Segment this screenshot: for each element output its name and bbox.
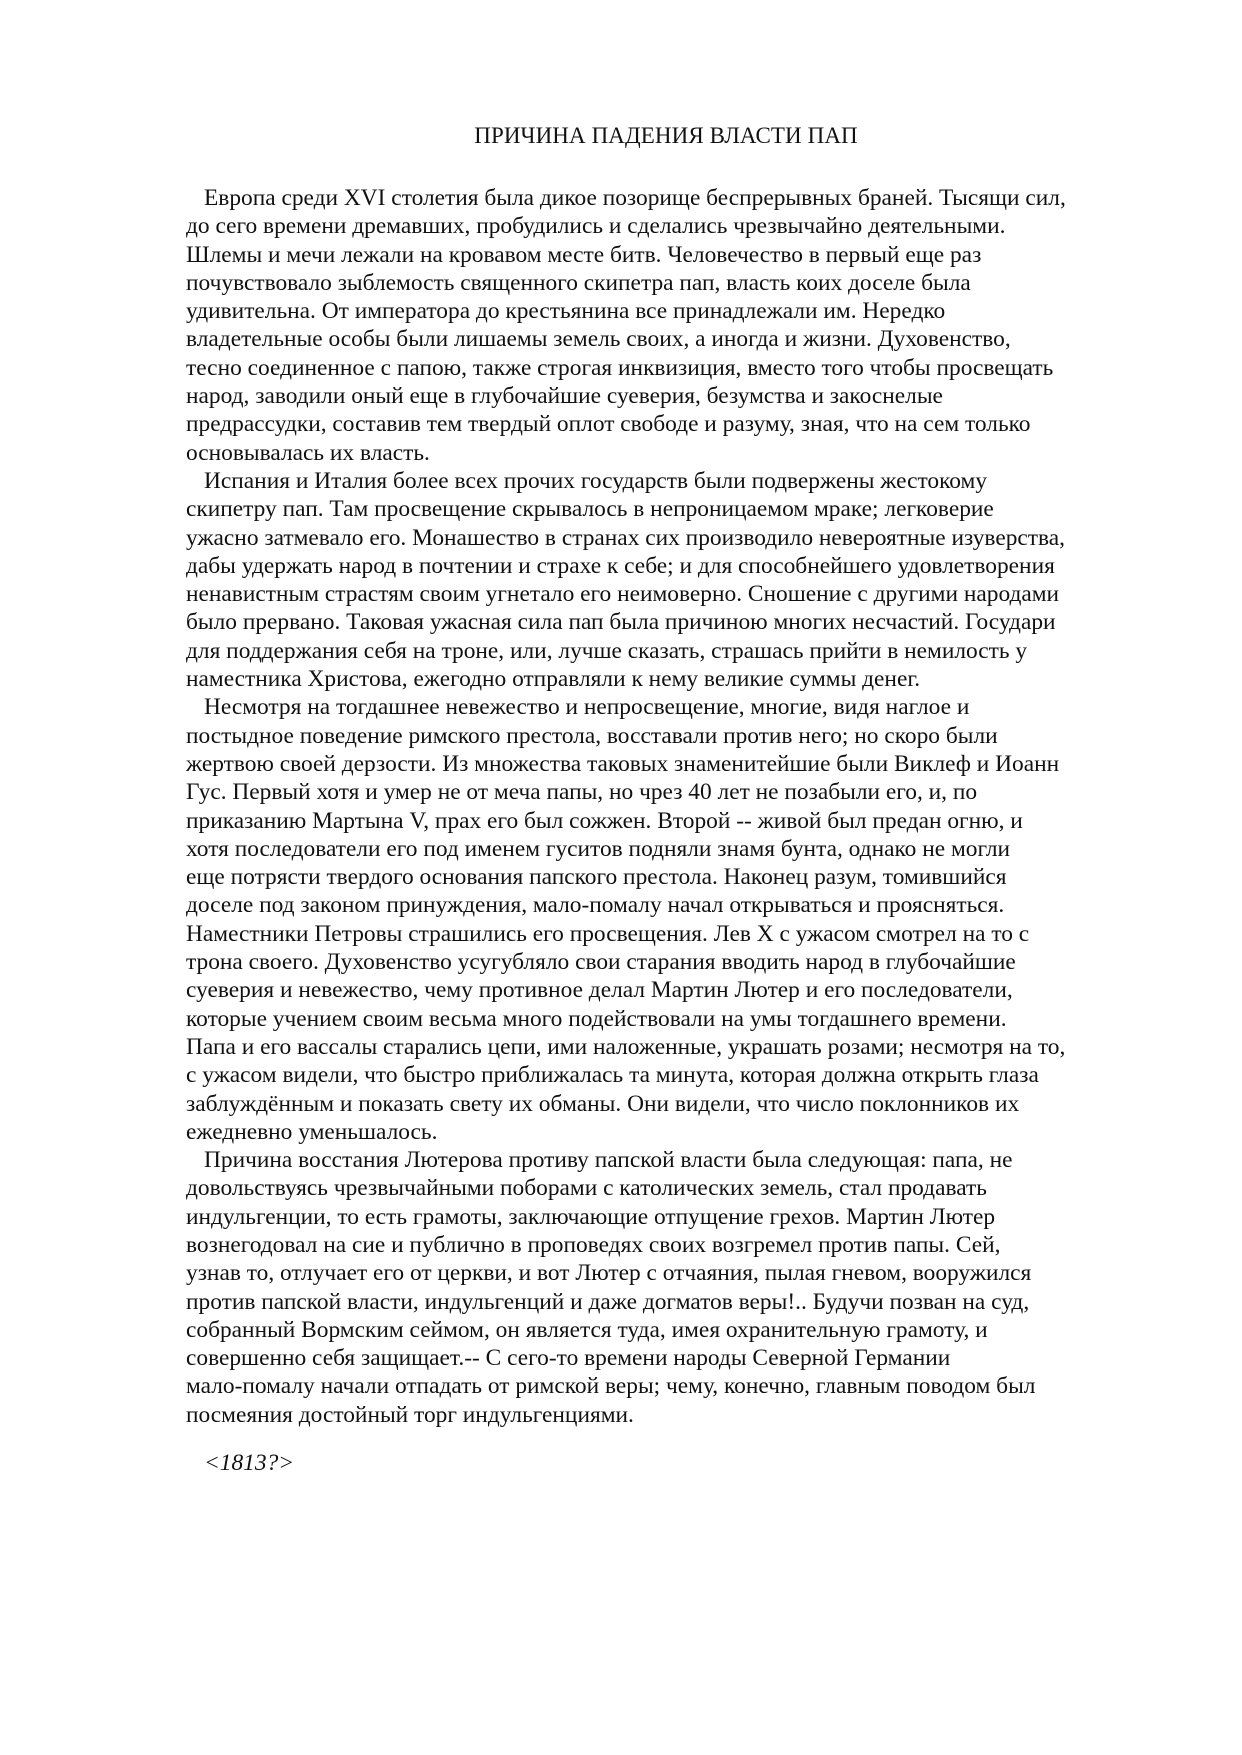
document-date: <1813?> — [204, 1450, 295, 1477]
text-line: владетельные особы были лишаемы земель своих, а иногда и жизни. Духовенство, — [186, 326, 1011, 353]
text-line: жертвою своей дерзости. Из множества таковых знаменитейшие были Виклеф и Иоанн — [186, 750, 1060, 777]
text-line: доселе под законом принуждения, мало-помалу начал открываться и проясняться. — [186, 892, 1005, 919]
text-line: трона своего. Духовенство усугубляло свои старания вводить народ в глубочайшие — [186, 949, 1016, 976]
text-line: предрассудки, составив тем твердый оплот свободе и разуму, зная, что на сем только — [186, 411, 1031, 438]
text-line: которые учением своим весьма много подействовали на умы тогдашнего времени. — [186, 1005, 1007, 1032]
document-body — [186, 184, 1136, 1429]
text-line: основывалась их власть. — [186, 439, 430, 466]
paragraph — [186, 467, 1136, 693]
text-line: было прервано. Таковая ужасная сила пап была причиною многих несчастий. Государи — [186, 609, 1056, 636]
text-line: дабы удержать народ в почтении и страхе к себе; и для способнейшего удовлетворения — [186, 552, 1055, 579]
text-line: индульгенции, то есть грамоты, заключающие отпущение грехов. Мартин Лютер — [186, 1203, 996, 1230]
text-line: Европа среди XVI столетия была дикое позорище беспрерывных браней. Тысящи сил, — [204, 185, 1066, 211]
document-title: ПРИЧИНА ПАДЕНИЯ ВЛАСТИ ПАП — [474, 123, 858, 148]
text-line: с ужасом видели, что быстро приближалась та минута, которая должна открыть глаза — [186, 1062, 1039, 1089]
text-line: против папской власти, индульгенций и даже догматов веры!.. Будучи позван на суд, — [186, 1288, 1030, 1315]
text-line: для поддержания себя на троне, или, лучше сказать, страшась прийти в немилость у — [186, 637, 1028, 664]
text-line: ненавистным страстям своим угнетало его неимоверно. Сношение с другими народами — [186, 581, 1060, 608]
text-line: постыдное поведение римского престола, восставали против него; но скоро были — [186, 722, 998, 749]
text-line: довольствуясь чрезвычайными поборами с католических земель, стал продавать — [186, 1175, 987, 1202]
text-line: совершенно себя защищает.-- С сего-то времени народы Северной Германии — [186, 1345, 951, 1372]
text-line: Испания и Италия более всех прочих государств были подвержены жестокому — [204, 467, 988, 494]
text-line: еще потрясти твердого основания папского престола. Наконец разум, томившийся — [186, 864, 1007, 891]
text-line: заблуждённым и показать свету их обманы. Они видели, что число поклонников их — [186, 1090, 1020, 1117]
text-line: до сего времени дремавших, пробудились и сделались чрезвычайно деятельными. — [186, 213, 1006, 240]
text-line: узнав то, отлучает его от церкви, и вот Лютер с отчаяния, пылая гневом, вооружился — [186, 1260, 1032, 1287]
text-line: тесно соединенное с папою, также строгая инквизиция, вместо того чтобы просвещать — [186, 354, 1054, 381]
text-line: скипетру пап. Там просвещение скрывалось в непроницаемом мраке; легковерие — [186, 496, 994, 523]
text-line: собранный Вормским сеймом, он является туда, имея охранительную грамоту, и — [186, 1316, 988, 1343]
text-line: мало-помалу начали отпадать от римской веры; чему, конечно, главным поводом был — [186, 1373, 1036, 1400]
text-line: ежедневно уменьшалось. — [186, 1118, 438, 1145]
document-page — [186, 122, 1136, 1477]
text-line: хотя последователи его под именем гуситов подняли знамя бунта, однако не могли — [186, 835, 1011, 862]
text-line: Причина восстания Лютерова противу папской власти была следующая: папа, не — [204, 1147, 1013, 1174]
paragraph — [186, 184, 1136, 467]
text-line: Папа и его вассалы старались цепи, ими наложенные, украшать розами; несмотря на то, — [186, 1033, 1066, 1060]
text-line: народ, заводили оный еще в глубочайшие суеверия, безумства и закоснелые — [186, 383, 943, 410]
text-line: приказанию Мартына V, прах его был сожжен. Второй -- живой был предан огню, и — [186, 807, 1023, 834]
text-line: Наместники Петровы страшились его просвещения. Лев X с ужасом смотрел на то с — [186, 920, 1030, 947]
text-line: Шлемы и мечи лежали на кровавом месте битв. Человечество в первый еще раз — [186, 241, 982, 268]
paragraph — [186, 693, 1136, 1146]
text-line: ужасно затмевало его. Монашество в странах сих производило невероятные изуверства, — [186, 524, 1065, 551]
text-line: вознегодовал на сие и публично в проповедях своих возгремел против папы. Сей, — [186, 1231, 1001, 1258]
text-line: посмеяния достойный торг индульгенциями. — [186, 1401, 634, 1428]
text-line: Гус. Первый хотя и умер не от меча папы, но чрез 40 лет не позабыли его, и, по — [186, 779, 978, 806]
text-line: Несмотря на тогдашнее невежество и непросвещение, многие, видя наглое и — [204, 694, 970, 721]
text-line: удивительна. От императора до крестьянина все принадлежали им. Нередко — [186, 298, 946, 325]
text-line: почувствовало зыблемость священного скипетра пап, власть коих доселе была — [186, 269, 971, 296]
paragraph — [186, 1146, 1136, 1429]
text-line: наместника Христова, ежегодно отправляли к нему великие суммы денег. — [186, 666, 921, 693]
text-line: суеверия и невежество, чему противное делал Мартин Лютер и его последователи, — [186, 977, 1013, 1004]
